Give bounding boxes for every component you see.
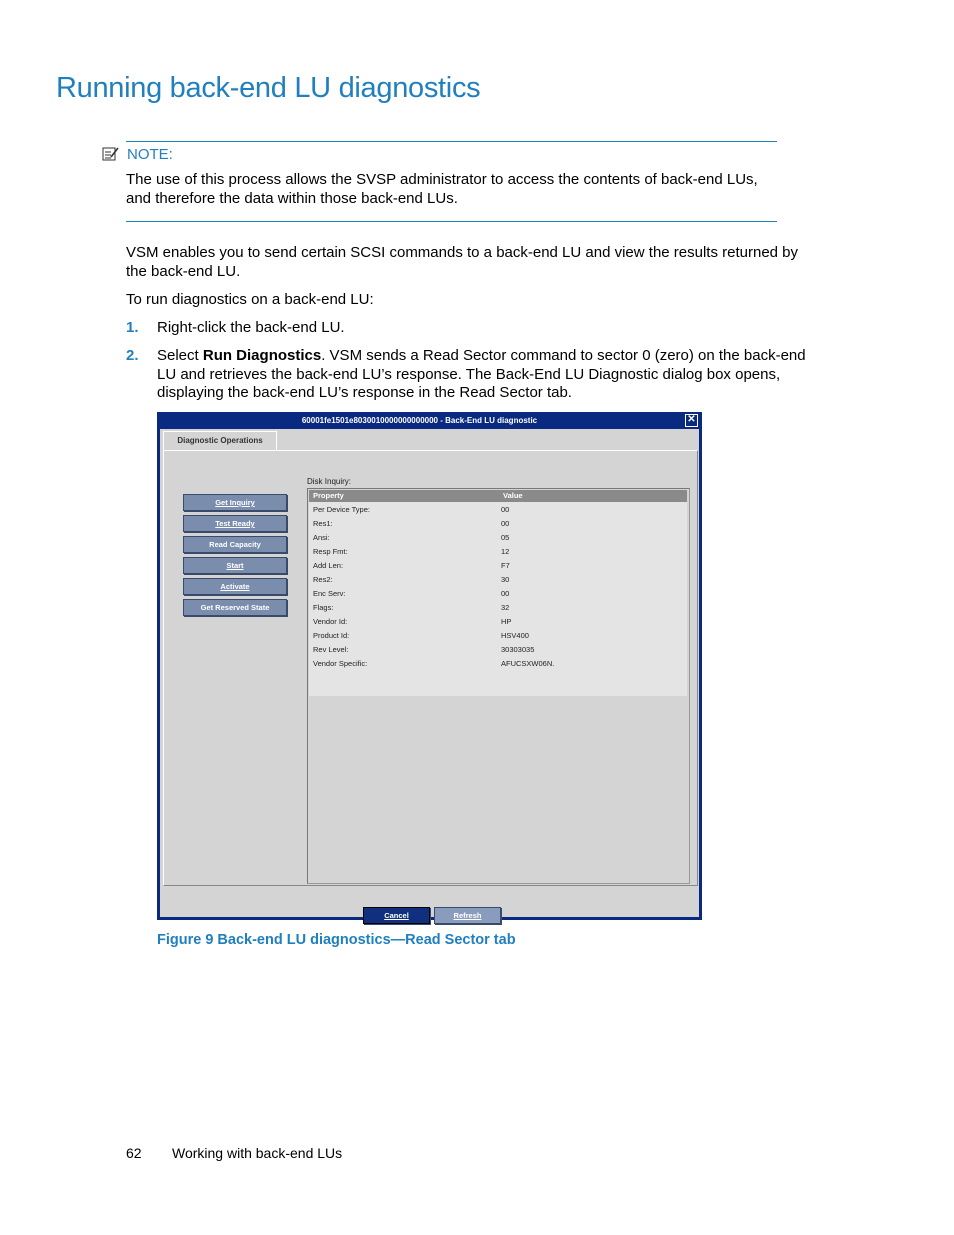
- table-cell-property: Per Device Type:: [313, 505, 370, 514]
- note-bottom-rule: [126, 221, 777, 222]
- button-label: Get Reserved State: [200, 603, 270, 612]
- table-cell-value: 32: [501, 603, 510, 612]
- dialog-titlebar: [157, 412, 702, 429]
- dialog-body: [160, 429, 699, 920]
- table-cell-value: F7: [501, 561, 510, 570]
- table-cell-value: 30: [501, 575, 510, 584]
- table-cell-value: 12: [501, 547, 510, 556]
- table-cell-property: Res1:: [313, 519, 333, 528]
- step-text: [157, 347, 807, 403]
- table-cell-property: Resp Fmt:: [313, 547, 348, 556]
- step-text-prefix: Select: [157, 347, 203, 364]
- activate-button[interactable]: [183, 578, 287, 595]
- column-header-value[interactable]: Value: [499, 490, 687, 502]
- page-title: Running back-end LU diagnostics: [56, 72, 481, 104]
- button-label: Cancel: [384, 911, 409, 920]
- intro-paragraph: VSM enables you to send certain SCSI commands to a back-end LU and view the results returned by the back-end LU.: [126, 244, 799, 280]
- table-cell-value: 30303035: [501, 645, 535, 654]
- table-cell-value: 00: [501, 519, 510, 528]
- note-icon: [102, 146, 120, 162]
- table-cell-property: Vendor Specific:: [313, 659, 368, 668]
- step-text-suffix: . VSM sends a Read Sector command to sector 0 (zero) on the back-end LU and retrieves the back-end LU’s response. The Back-End LU Diagnostic dialog box opens, displaying the back-end LU’s response in the Read Sector tab.: [157, 347, 806, 401]
- dialog-title: 60001fe1501e8030010000000000000 - Back-End LU diagnostic: [301, 416, 538, 425]
- button-label: Refresh: [453, 911, 482, 920]
- table-cell-value: HSV400: [501, 631, 529, 640]
- tab-diagnostic-operations[interactable]: Diagnostic Operations: [163, 431, 277, 451]
- table-cell-property: Enc Serv:: [313, 589, 346, 598]
- get-inquiry-button[interactable]: [183, 494, 287, 511]
- table-cell-property: Vendor Id:: [313, 617, 348, 626]
- column-header-property[interactable]: Property: [309, 490, 499, 502]
- steps-intro: To run diagnostics on a back-end LU:: [126, 291, 374, 308]
- table-cell-property: Flags:: [313, 603, 334, 612]
- step-text-bold: Run Diagnostics: [202, 347, 322, 364]
- button-label: Get Inquiry: [215, 498, 255, 507]
- button-label: Start: [226, 561, 244, 570]
- table-cell-value: AFUCSXW06N.: [501, 659, 555, 668]
- table-cell-value: HP: [501, 617, 512, 626]
- table-cell-property: Add Len:: [313, 561, 344, 570]
- button-label: Test Ready: [215, 519, 255, 528]
- step-number: 2.: [126, 347, 139, 364]
- refresh-button[interactable]: [434, 907, 501, 924]
- note-text: The use of this process allows the SVSP administrator to access the contents of back-end LUs, and therefore the data within those back-end LUs.: [126, 171, 758, 207]
- get-reserved-state-button[interactable]: [183, 599, 287, 616]
- note-top-rule: [126, 141, 777, 142]
- table-cell-value: 00: [501, 505, 510, 514]
- button-label: Read Capacity: [209, 540, 261, 549]
- cancel-button[interactable]: [363, 907, 430, 924]
- start-button[interactable]: [183, 557, 287, 574]
- table-cell-value: 00: [501, 589, 510, 598]
- table-cell-property: Res2:: [313, 575, 333, 584]
- step-text: Right-click the back-end LU.: [157, 319, 345, 336]
- disk-inquiry-table[interactable]: [307, 488, 690, 884]
- step-number: 1.: [126, 319, 139, 336]
- test-ready-button[interactable]: [183, 515, 287, 532]
- table-cell-value: 05: [501, 533, 510, 542]
- table-cell-property: Rev Level:: [313, 645, 349, 654]
- footer-section-title: Working with back-end LUs: [172, 1145, 343, 1161]
- read-capacity-button[interactable]: [183, 536, 287, 553]
- table-cell-property: Ansi:: [313, 533, 330, 542]
- figure-caption: Figure 9 Back-end LU diagnostics—Read Sector tab: [157, 932, 516, 948]
- page-number: 62: [126, 1145, 142, 1161]
- disk-inquiry-label: Disk Inquiry:: [307, 477, 352, 486]
- table-cell-property: Product Id:: [313, 631, 350, 640]
- close-icon[interactable]: ✕: [685, 414, 698, 427]
- button-label: Activate: [220, 582, 250, 591]
- note-label: NOTE:: [127, 146, 173, 163]
- diagnostic-dialog: [157, 412, 702, 920]
- tab-panel: [163, 450, 698, 886]
